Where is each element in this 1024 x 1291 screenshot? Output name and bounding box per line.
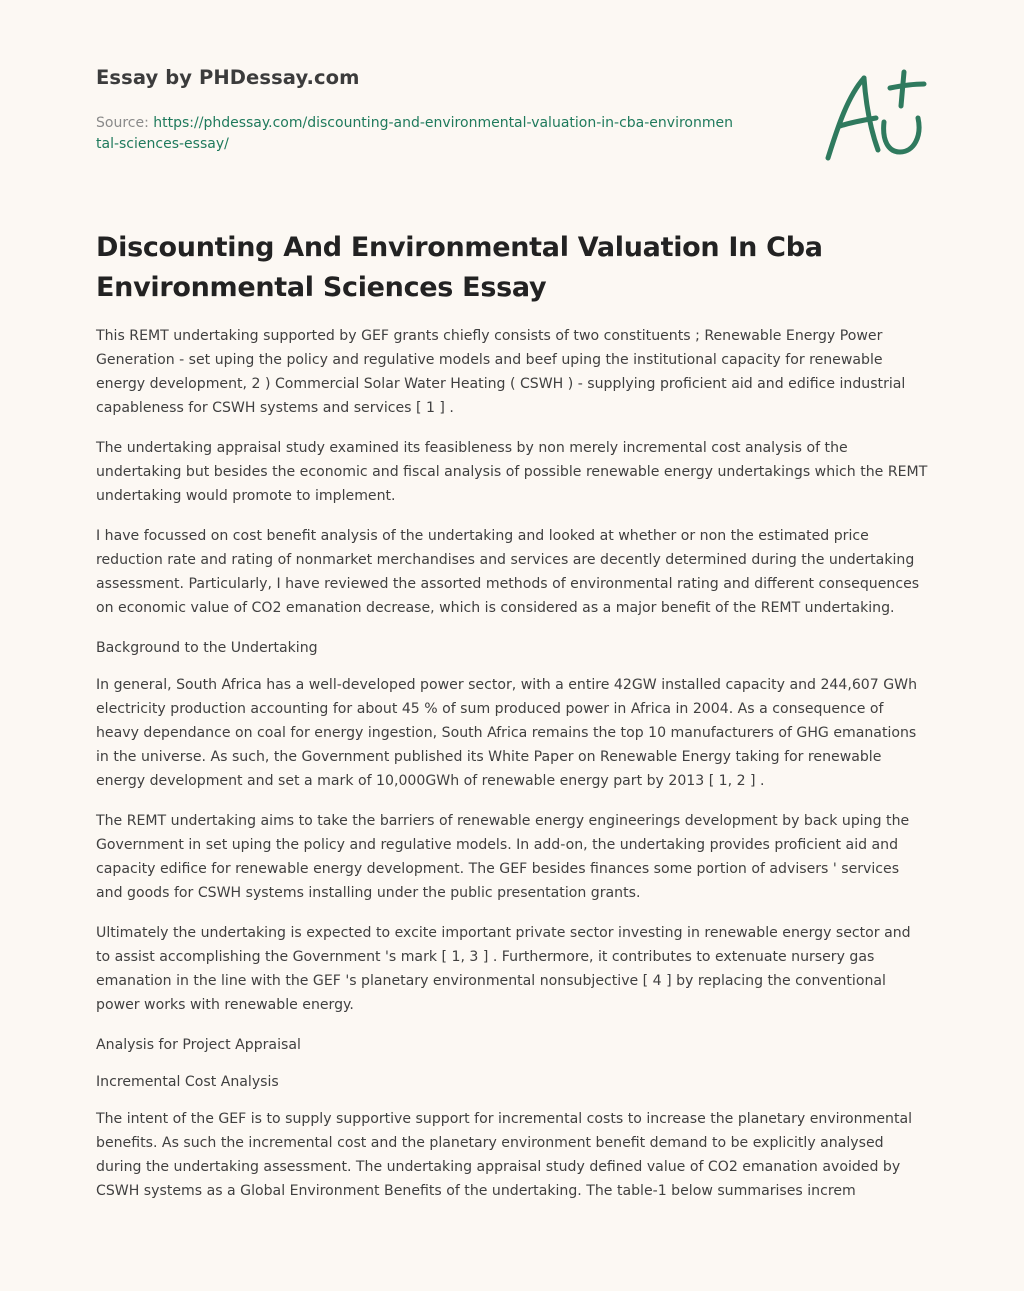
source-line <box>96 113 736 155</box>
section-heading: Analysis for Project Appraisal <box>96 1037 301 1053</box>
a-plus-logo-icon <box>818 66 930 166</box>
essay-title: Discounting And Environmental Valuation In Cba Environmental Sciences Essay <box>96 232 823 303</box>
source-label: Source: <box>96 115 154 131</box>
source-link[interactable]: https://phdessay.com/discounting-and-environmental-valuation-in-cba-environmental-sciences-essay/ <box>96 115 733 152</box>
paragraph: The REMT undertaking aims to take the barriers of renewable energy engineerings development by back uping the Government in set uping the policy and regulative models. In add-on, the undertaking provides proficient aid and capacity edifice for renewable energy development. The GEF besides finances some portion of advisers ' services and goods for CSWH systems installing under the public presentation grants. <box>96 813 910 901</box>
paragraph: This REMT undertaking supported by GEF grants chiefly consists of two constituents ; Renewable Energy Power Generation - set uping the policy and regulative models and beef uping the institutional capacity for renewable energy development, 2 ) Commercial Solar Water Heating ( CSWH ) - supplying proficient aid and edifice industrial capableness for CSWH systems and services [ 1 ] . <box>96 328 906 416</box>
paragraph: In general, South Africa has a well-developed power sector, with a entire 42GW installed capacity and 244,607 GWh electricity production accounting for about 45 % of sum produced power in Africa in 2004. As a consequence of heavy dependance on coal for energy ingestion, South Africa remains the top 10 manufacturers of GHG emanations in the universe. As such, the Government published its White Paper on Renewable Energy taking for renewable energy development and set a mark of 10,000GWh of renewable energy part by 2013 [ 1, 2 ] . <box>96 677 918 789</box>
paragraph: I have focussed on cost benefit analysis of the undertaking and looked at whether or non the estimated price reduction rate and rating of nonmarket merchandises and services are decently determined during the undertaking assessment. Particularly, I have reviewed the assorted methods of environmental rating and different consequences on economic value of CO2 emanation decrease, which is considered as a major benefit of the REMT undertaking. <box>96 528 920 616</box>
section-heading: Background to the Undertaking <box>96 640 318 656</box>
section-heading: Incremental Cost Analysis <box>96 1074 279 1090</box>
essay-body <box>96 324 928 1219</box>
site-title: Essay by PHDessay.com <box>96 66 360 89</box>
paragraph: The intent of the GEF is to supply supportive support for incremental costs to increase the planetary environmental benefits. As such the incremental cost and the planetary environment benefit demand to be explicitly analysed during the undertaking assessment. The undertaking appraisal study defined value of CO2 emanation avoided by CSWH systems as a Global Environment Benefits of the undertaking. The table-1 below summarises increm <box>96 1111 913 1199</box>
paragraph: Ultimately the undertaking is expected to excite important private sector investing in renewable energy sector and to assist accomplishing the Government 's mark [ 1, 3 ] . Furthermore, it contributes to extenuate nursery gas emanation in the line with the GEF 's planetary environmental nonsubjective [ 4 ] by replacing the conventional power works with renewable energy. <box>96 925 911 1013</box>
paragraph: The undertaking appraisal study examined its feasibleness by non merely incremental cost analysis of the undertaking but besides the economic and fiscal analysis of possible renewable energy undertakings which the REMT undertaking would promote to implement. <box>96 440 928 504</box>
a-plus-logo-svg <box>818 66 930 166</box>
